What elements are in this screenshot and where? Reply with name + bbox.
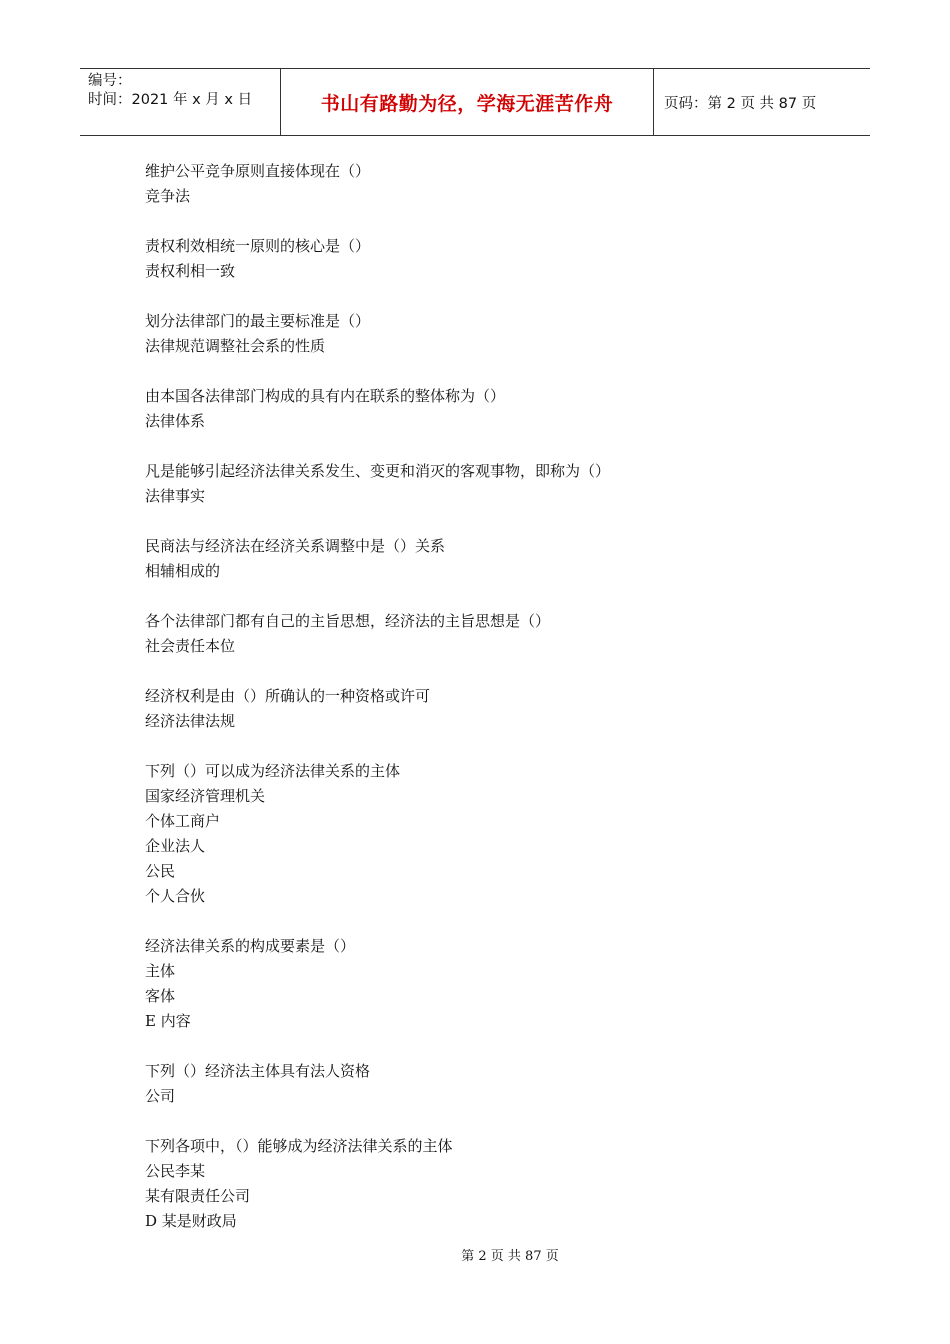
question-text: 经济权利是由（）所确认的一种资格或许可 — [145, 687, 431, 705]
question-text: 下列（）可以成为经济法律关系的主体 — [145, 762, 401, 780]
question-text: 维护公平竞争原则直接体现在（） — [145, 162, 371, 180]
question-text: 民商法与经济法在经济关系调整中是（）关系 — [145, 537, 446, 555]
answer-text: 国家经济管理机关 — [145, 787, 266, 805]
answer-text: 责权利相一致 — [145, 262, 236, 280]
question-block — [145, 159, 825, 209]
question-text: 由本国各法律部门构成的具有内在联系的整体称为（） — [145, 387, 506, 405]
question-block — [145, 309, 825, 359]
question-text: 各个法律部门都有自己的主旨思想，经济法的主旨思想是（） — [145, 612, 551, 630]
question-block — [145, 684, 825, 734]
answer-text: 公司 — [145, 1087, 176, 1105]
question-block — [145, 459, 825, 509]
answer-text: 竞争法 — [145, 187, 191, 205]
question-text: 下列各项中，（）能够成为经济法律关系的主体 — [145, 1137, 453, 1155]
question-text: 划分法律部门的最主要标准是（） — [145, 312, 371, 330]
answer-text: 社会责任本位 — [145, 637, 236, 655]
answer-text: 经济法律法规 — [145, 712, 236, 730]
header-meta — [80, 69, 281, 135]
header-page-info: 页码：第 2 页 共 87 页 — [664, 95, 817, 112]
answer-text: 相辅相成的 — [145, 562, 221, 580]
page-footer: 第 2 页 共 87 页 — [461, 1249, 559, 1264]
question-text: 经济法律关系的构成要素是（） — [145, 937, 356, 955]
question-block — [145, 609, 825, 659]
answer-text: 某有限责任公司 — [145, 1187, 251, 1205]
question-block — [145, 234, 825, 284]
page-header — [80, 68, 870, 136]
question-block — [145, 1134, 825, 1234]
question-text: 凡是能够引起经济法律关系发生、变更和消灭的客观事物，即称为（） — [145, 462, 611, 480]
answer-text: 法律体系 — [145, 412, 206, 430]
answer-text: 主体 — [145, 962, 176, 980]
answer-text: E 内容 — [145, 1012, 191, 1030]
answer-text: 客体 — [145, 987, 176, 1005]
answer-text: D 某是财政局 — [145, 1212, 237, 1230]
answer-text: 个体工商户 — [145, 812, 221, 830]
question-block — [145, 1059, 825, 1109]
document-date: 时间：2021 年 x 月 x 日 — [88, 92, 253, 108]
answer-text: 企业法人 — [145, 837, 206, 855]
document-number-label: 编号： — [88, 73, 132, 89]
question-block — [145, 934, 825, 1034]
answer-text: 法律规范调整社会系的性质 — [145, 337, 326, 355]
answer-text: 公民李某 — [145, 1162, 206, 1180]
answer-text: 法律事实 — [145, 487, 206, 505]
question-block — [145, 534, 825, 584]
question-list — [145, 159, 825, 1234]
question-text: 责权利效相统一原则的核心是（） — [145, 237, 371, 255]
question-block — [145, 384, 825, 434]
question-block — [145, 759, 825, 909]
question-text: 下列（）经济法主体具有法人资格 — [145, 1062, 371, 1080]
answer-text: 公民 — [145, 862, 176, 880]
answer-text: 个人合伙 — [145, 887, 206, 905]
header-motto: 书山有路勤为径，学海无涯苦作舟 — [281, 69, 654, 135]
